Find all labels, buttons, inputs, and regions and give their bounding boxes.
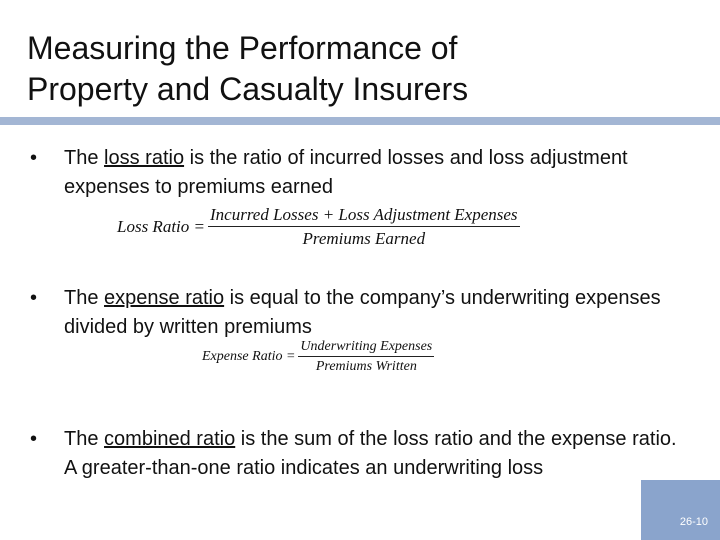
bullet-lead: The xyxy=(64,147,105,169)
bullet-text xyxy=(30,284,680,342)
formula-denominator: Premiums Earned xyxy=(302,229,426,248)
bullet-icon: • xyxy=(30,147,38,169)
formula-lhs: Expense Ratio = xyxy=(202,349,296,364)
bullet-rest: is the sum of the loss ratio and the expense ratio. A greater-than-one ratio indicates an underwriting loss xyxy=(64,428,677,479)
bullet-rest: is equal to the company’s underwriting expenses divided by written premiums xyxy=(64,287,661,338)
title-divider-bar xyxy=(0,117,720,125)
formula-lhs: Loss Ratio = xyxy=(117,217,205,236)
bullet-loss-ratio xyxy=(30,144,680,202)
bullet-lead: The xyxy=(64,428,105,450)
title-line-1: Measuring the Performance of xyxy=(27,30,458,66)
term-combined-ratio: combined ratio xyxy=(104,428,236,450)
bullet-text xyxy=(30,144,680,202)
formula-fraction xyxy=(208,205,520,249)
formula-denominator: Premiums Written xyxy=(315,359,417,374)
bullet-lead: The xyxy=(64,287,105,309)
formula-numerator: Underwriting Expenses xyxy=(298,339,434,357)
formula-numerator: Incurred Losses + Loss Adjustment Expenses xyxy=(208,205,520,227)
bullet-icon: • xyxy=(30,287,38,309)
bullet-text xyxy=(30,425,680,483)
formula-fraction xyxy=(298,339,434,375)
term-loss-ratio: loss ratio xyxy=(104,147,185,169)
bullet-combined-ratio xyxy=(30,425,680,483)
slide-number: 26-10 xyxy=(679,516,708,528)
slide-title xyxy=(27,28,687,110)
expense-ratio-formula xyxy=(202,339,434,375)
bullet-expense-ratio xyxy=(30,284,680,342)
bullet-icon: • xyxy=(30,428,38,450)
term-expense-ratio: expense ratio xyxy=(104,287,225,309)
title-line-2: Property and Casualty Insurers xyxy=(27,71,469,107)
loss-ratio-formula xyxy=(117,205,520,249)
slide-number-box xyxy=(641,480,720,540)
bullet-rest: is the ratio of incurred losses and loss adjustment expenses to premiums earned xyxy=(64,147,628,198)
